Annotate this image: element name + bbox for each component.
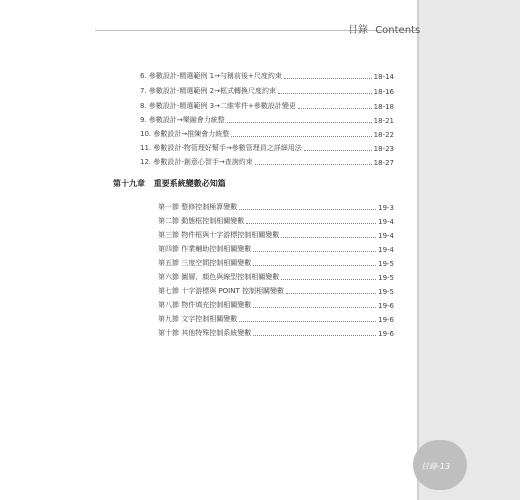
toc-entry: 9. 參數設計→樂融會力統整 18-21 bbox=[140, 116, 394, 125]
header-title-en: Contents bbox=[375, 25, 421, 36]
toc-entry: 第七節 十字游標與 POINT 控制相關變數 19-5 bbox=[158, 287, 394, 296]
toc-entry: 第九節 文字控制相關變數 19-6 bbox=[158, 315, 394, 324]
toc-entry: 第一節 整修控制極算變數 19-3 bbox=[158, 203, 394, 212]
toc-entry: 第四節 作業輔助控制相關變數 19-4 bbox=[158, 245, 394, 254]
toc-entry: 7. 參數設計-精選範例 2→框式轉換尺度約束 18-16 bbox=[140, 87, 394, 96]
toc-entry: 8. 參數設計-精選範例 3→二維零件+參數設計變更 18-18 bbox=[140, 102, 394, 111]
toc-entry: 第八節 物件填充控制相關變數 19-6 bbox=[158, 301, 394, 310]
toc-entry: 第五節 三度空間控制相關變數 19-5 bbox=[158, 259, 394, 268]
header-title-cn: 目錄 bbox=[348, 25, 368, 36]
toc-entry: 第二節 動態框控制相關變數 19-4 bbox=[158, 217, 394, 226]
toc-entry: 6. 參數設計-精選範例 1→勻稱前後+尺度約束 18-14 bbox=[140, 72, 394, 81]
toc-entry: 11. 參數設計-物管理好幫手→參數管理員之詳細用法 18-23 bbox=[140, 144, 394, 153]
chapter-number: 第十九章 bbox=[113, 179, 145, 188]
toc-entry: 12. 參數設計-創意心智手→查詢約束 18-27 bbox=[140, 158, 394, 167]
page-edge-line bbox=[417, 0, 419, 500]
chapter-title: 重要系統變數必知篇 bbox=[153, 179, 226, 188]
page-number: 目錄-13 bbox=[421, 462, 451, 471]
toc-entry: 第六節 圖層、顏色與線型控制相關變數 19-5 bbox=[158, 273, 394, 282]
page-edge-band bbox=[417, 0, 520, 500]
toc-entry: 第三節 物件框與十字游標控制相關變數 19-4 bbox=[158, 231, 394, 240]
chapter-heading bbox=[113, 178, 226, 189]
toc-entry: 10. 參數設計→推陳會力統整 18-22 bbox=[140, 130, 394, 139]
toc-entry: 第十節 其他特殊控制系統變數 19-6 bbox=[158, 329, 394, 338]
header-title bbox=[348, 21, 420, 36]
